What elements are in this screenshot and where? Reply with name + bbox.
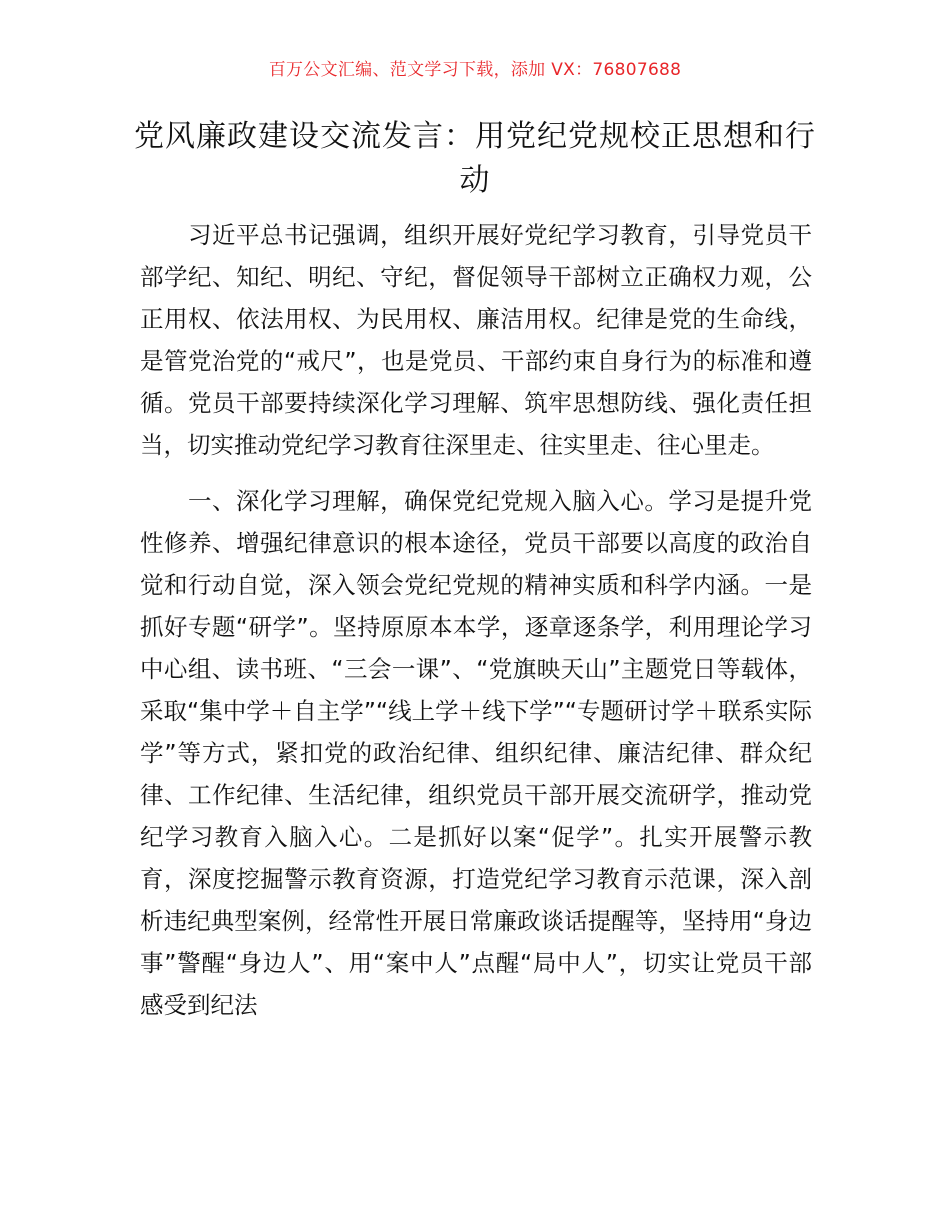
paragraph-section-one: 一、深化学习理解，确保党纪党规入脑入心。学习是提升党性修养、增强纪律意识的根本途径，党员干部要以高度的政治自觉和行动自觉，深入领会党纪党规的精神实质和科学内涵。一是抓好专题“研学”。坚持原原本本学，逐章逐条学，利用理论学习中心组、读书班、“三会一课”、“党旗映天山”主题党日等载体，采取“集中学＋自主学”“线上学＋线下学”“专题研讨学＋联系实际学”等方式，紧扣党的政治纪律、组织纪律、廉洁纪律、群众纪律、工作纪律、生活纪律，组织党员干部开展交流研学，推动党纪学习教育入脑入心。二是抓好以案“促学”。扎实开展警示教育，深度挖掘警示教育资源，打造党纪学习教育示范课，深入剖析违纪典型案例，经常性开展日常廉政谈话提醒等，坚持用“身边事”警醒“身边人”、用“案中人”点醒“局中人”，切实让党员干部感受到纪法 [140,487,812,1019]
page-title: 党风廉政建设交流发言：用党纪党规校正思想和行动 [134,119,816,198]
watermark-header: 百万公文汇编、范文学习下载，添加 VX：76807688 [268,60,682,80]
paragraph-intro: 习近平总书记强调，组织开展好党纪学习教育，引导党员干部学纪、知纪、明纪、守纪，督促领导干部树立正确权力观，公正用权、依法用权、为民用权、廉洁用权。纪律是党的生命线，是管党治党的“戒尺”，也是党员、干部约束自身行为的标准和遵循。党员干部要持续深化学习理解、筑牢思想防线、强化责任担当，切实推动党纪学习教育往深里走、往实里走、往心里走。 [140,221,812,459]
document-body [140,214,812,1026]
